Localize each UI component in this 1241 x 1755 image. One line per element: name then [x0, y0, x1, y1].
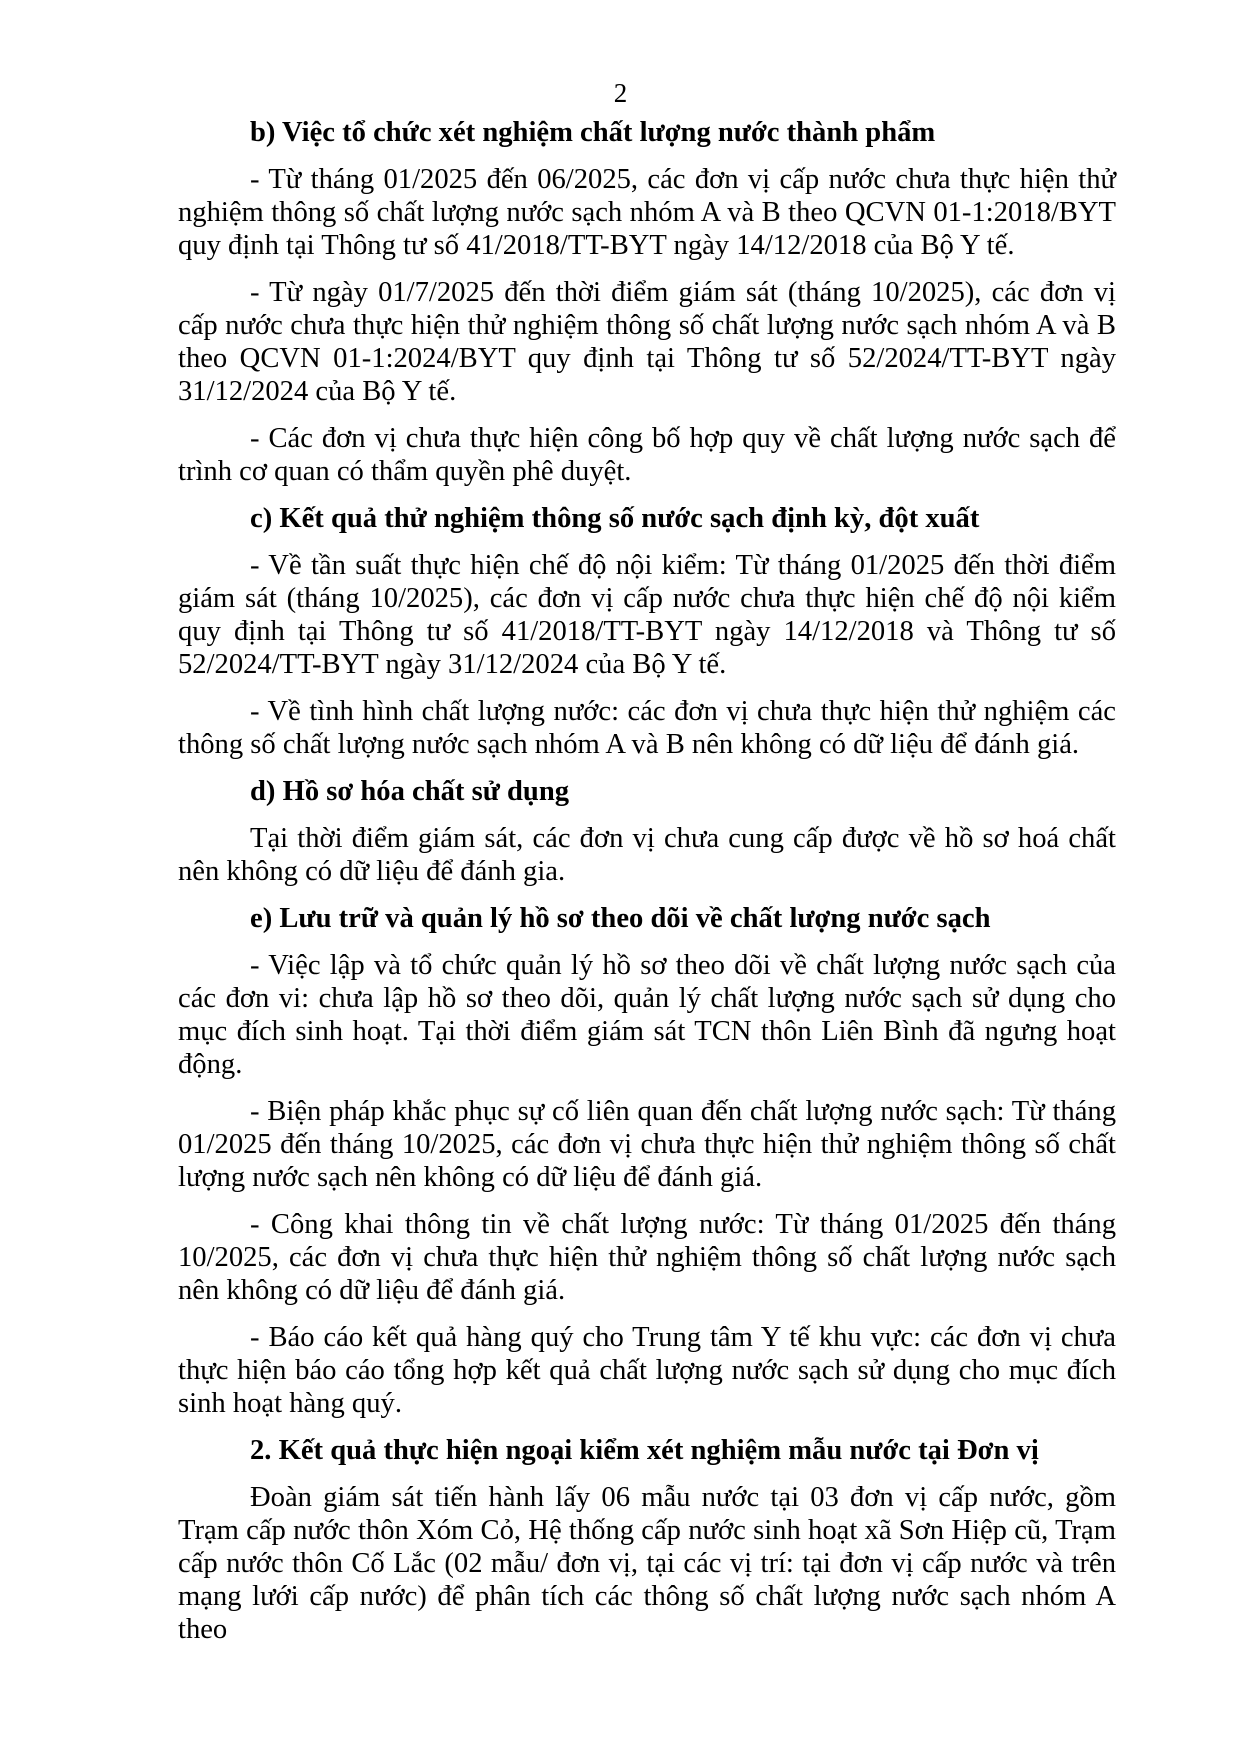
paragraph: - Từ ngày 01/7/2025 đến thời điểm giám sát (tháng 10/2025), các đơn vị cấp nước chưa thực hiện thử nghiệm thông số chất lượng nước sạch nhóm A và B theo QCVN 01-1:2024/BYT quy định tại Thông tư số 52/2024/TT-BYT ngày 31/12/2024 của Bộ Y tế. [178, 277, 1116, 407]
page-number: 2 [613, 78, 628, 108]
paragraph: Tại thời điểm giám sát, các đơn vị chưa cung cấp được về hồ sơ hoá chất nên không có dữ liệu để đánh gia. [178, 823, 1116, 887]
section-heading: b) Việc tổ chức xét nghiệm chất lượng nước thành phẩm [250, 117, 936, 148]
document-body [178, 116, 1116, 1660]
paragraph: - Về tần suất thực hiện chế độ nội kiểm: Từ tháng 01/2025 đến thời điểm giám sát (tháng 10/2025), các đơn vị cấp nước chưa thực hiện chế độ nội kiểm quy định tại Thông tư số 41/2018/TT-BYT ngày 14/12/2018 và Thông tư số 52/2024/TT-BYT ngày 31/12/2024 của Bộ Y tế. [178, 550, 1116, 680]
paragraph: - Biện pháp khắc phục sự cố liên quan đến chất lượng nước sạch: Từ tháng 01/2025 đến tháng 10/2025, các đơn vị chưa thực hiện thử nghiệm thông số chất lượng nước sạch nên không có dữ liệu để đánh giá. [178, 1096, 1116, 1193]
section-e [178, 902, 1116, 1420]
paragraph: - Từ tháng 01/2025 đến 06/2025, các đơn vị cấp nước chưa thực hiện thử nghiệm thông số chất lượng nước sạch nhóm A và B theo QCVN 01-1:2018/BYT quy định tại Thông tư số 41/2018/TT-BYT ngày 14/12/2018 của Bộ Y tế. [178, 164, 1116, 261]
section-heading: d) Hồ sơ hóa chất sử dụng [250, 776, 570, 807]
section-b [178, 116, 1116, 488]
paragraph: - Báo cáo kết quả hàng quý cho Trung tâm Y tế khu vực: các đơn vị chưa thực hiện báo cáo tổng hợp kết quả chất lượng nước sạch sử dụng cho mục đích sinh hoạt hàng quý. [178, 1322, 1116, 1419]
paragraph: - Công khai thông tin về chất lượng nước: Từ tháng 01/2025 đến tháng 10/2025, các đơn vị chưa thực hiện thử nghiệm thông số chất lượng nước sạch nên không có dữ liệu để đánh giá. [178, 1209, 1116, 1306]
section-c [178, 502, 1116, 761]
paragraph: - Về tình hình chất lượng nước: các đơn vị chưa thực hiện thử nghiệm các thông số chất lượng nước sạch nhóm A và B nên không có dữ liệu để đánh giá. [178, 696, 1116, 760]
section-heading: e) Lưu trữ và quản lý hồ sơ theo dõi về chất lượng nước sạch [250, 903, 991, 934]
paragraph: - Các đơn vị chưa thực hiện công bố hợp quy về chất lượng nước sạch để trình cơ quan có thẩm quyền phê duyệt. [178, 423, 1116, 487]
section-d [178, 775, 1116, 888]
paragraph: Đoàn giám sát tiến hành lấy 06 mẫu nước tại 03 đơn vị cấp nước, gồm Trạm cấp nước thôn Xóm Cỏ, Hệ thống cấp nước sinh hoạt xã Sơn Hiệp cũ, Trạm cấp nước thôn Cố Lắc (02 mẫu/ đơn vị, tại các vị trí: tại đơn vị cấp nước và trên mạng lưới cấp nước) để phân tích các thông số chất lượng nước sạch nhóm A theo [178, 1482, 1116, 1645]
section-2 [178, 1434, 1116, 1646]
section-heading: c) Kết quả thử nghiệm thông số nước sạch định kỳ, đột xuất [250, 503, 980, 534]
section-heading: 2. Kết quả thực hiện ngoại kiểm xét nghiệm mẫu nước tại Đơn vị [250, 1435, 1039, 1466]
paragraph: - Việc lập và tổ chức quản lý hồ sơ theo dõi về chất lượng nước sạch của các đơn vi: chưa lập hồ sơ theo dõi, quản lý chất lượng nước sạch sử dụng cho mục đích sinh hoạt. Tại thời điểm giám sát TCN thôn Liên Bình đã ngưng hoạt động. [178, 950, 1116, 1080]
